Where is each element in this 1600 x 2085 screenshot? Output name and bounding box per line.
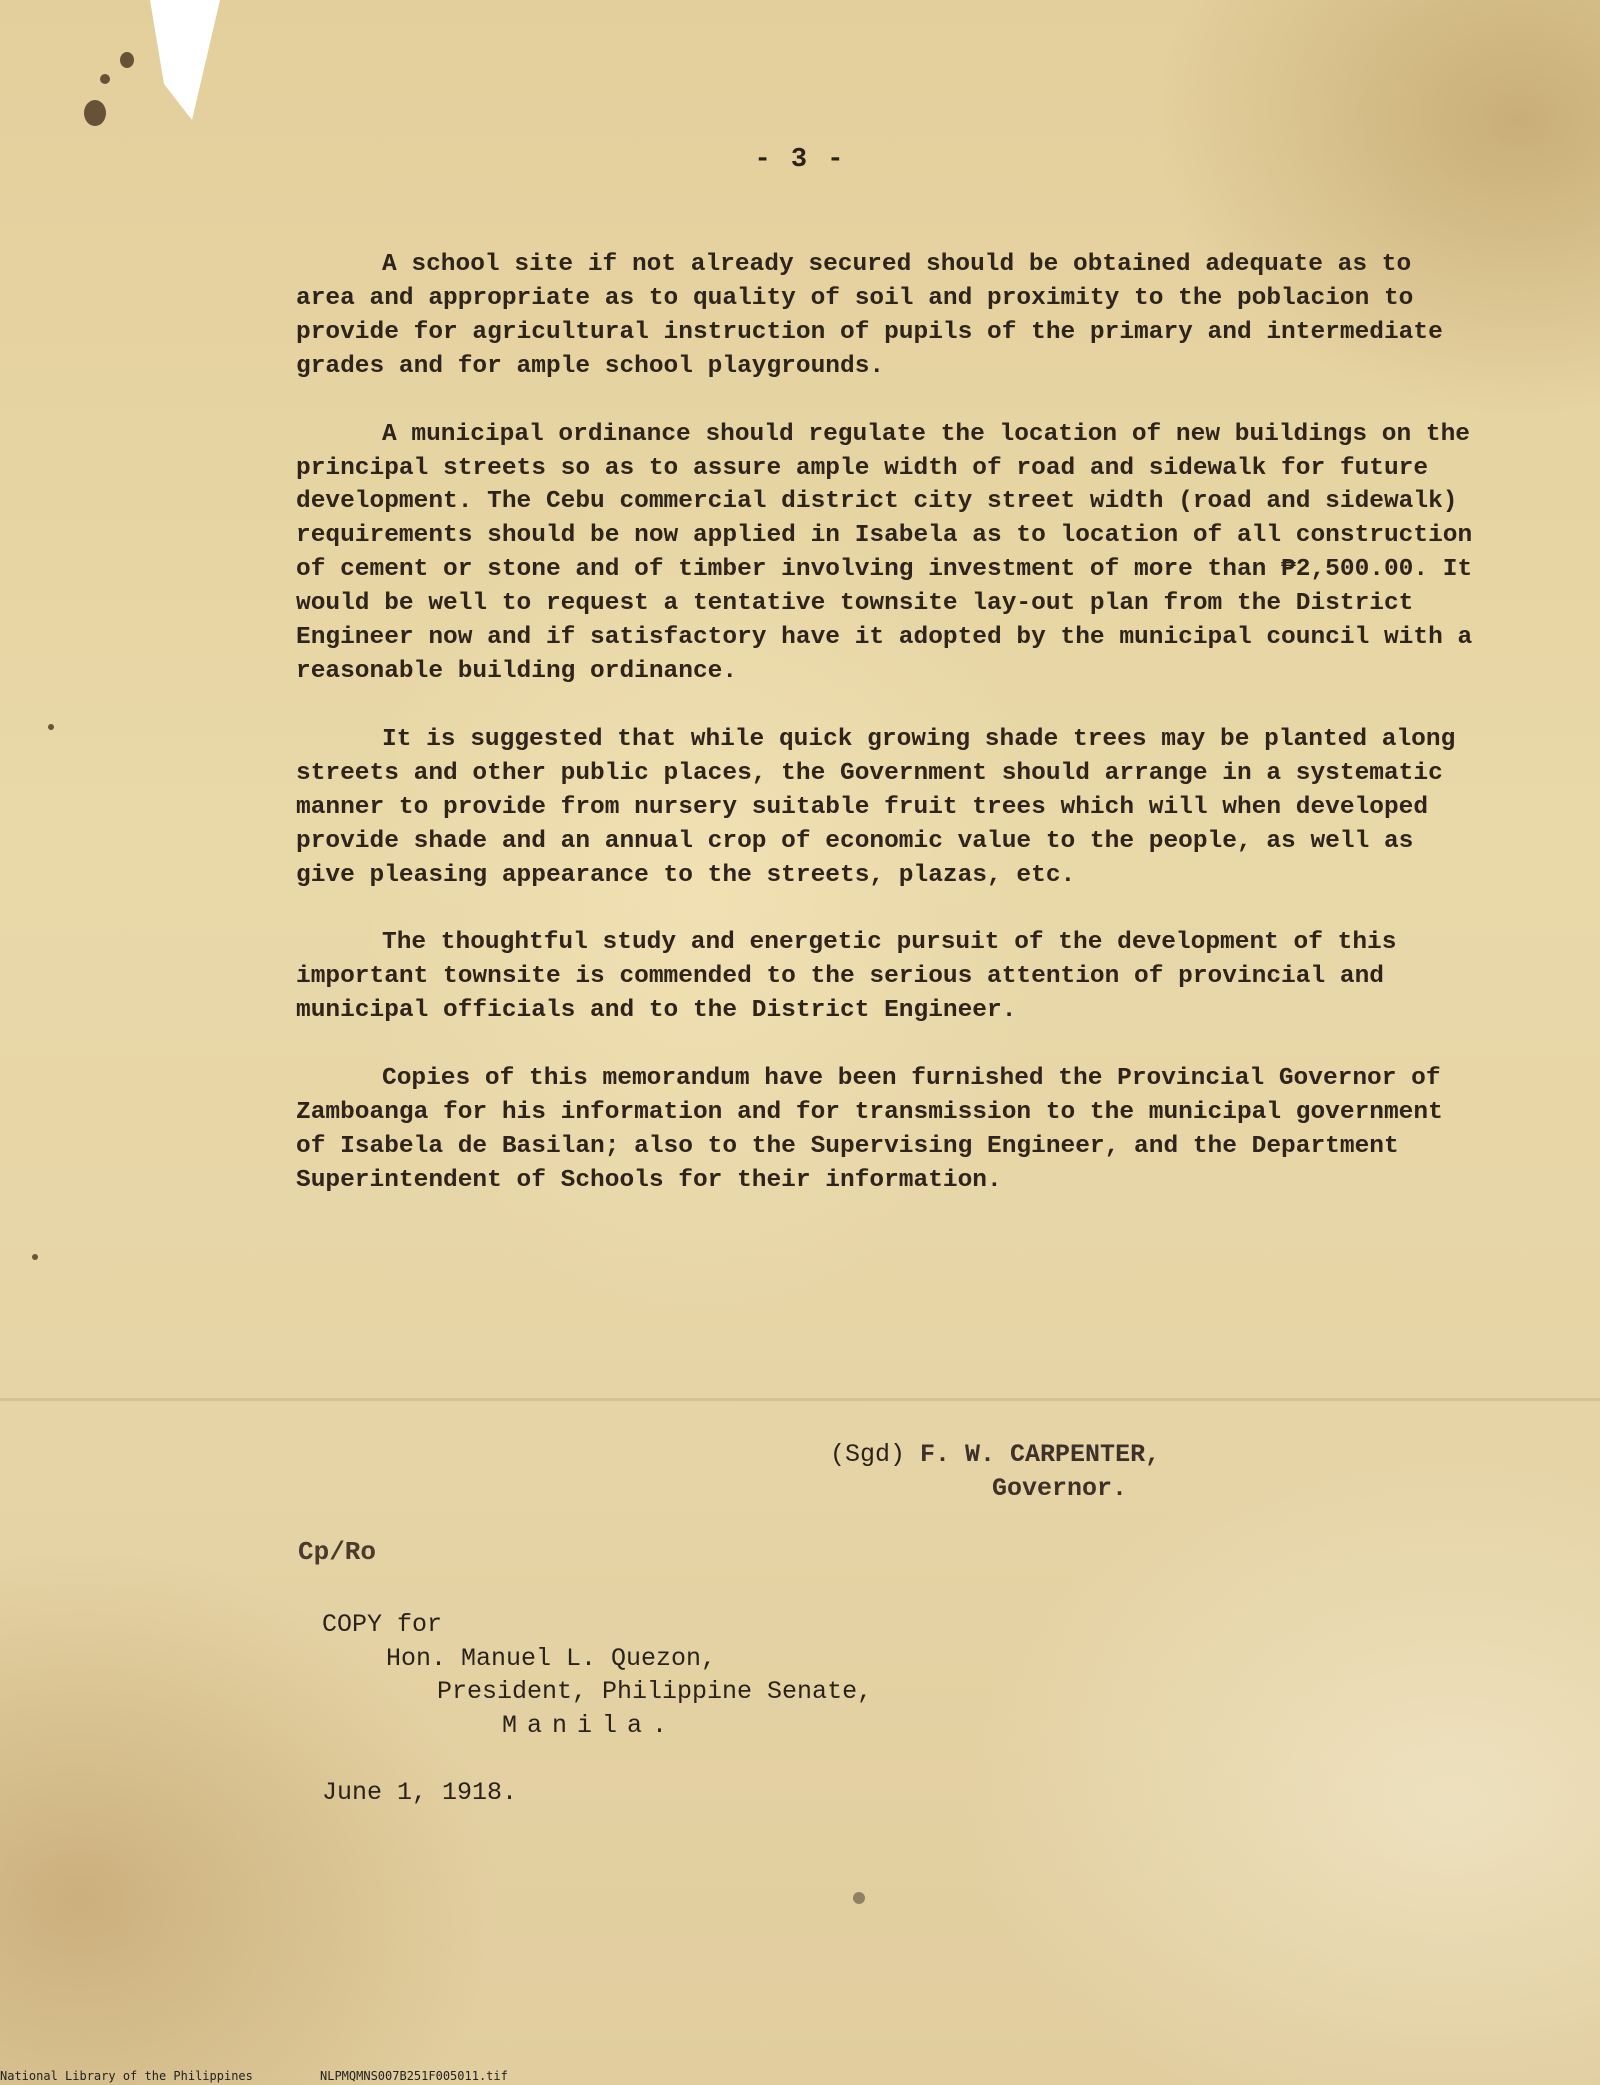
torn-corner xyxy=(150,0,220,120)
page-number: - 3 - xyxy=(754,145,846,175)
memorandum-body xyxy=(296,248,1476,1232)
reference-initials: Cp/Ro xyxy=(298,1537,377,1567)
ink-stain xyxy=(84,100,106,126)
paragraph-shade-trees: It is suggested that while quick growing shade trees may be planted along streets and other public places, the Government should arrange in a systematic manner to provide from nursery suitable fruit trees which will when developed provide shade and an annual crop of economic value to the people, as well as give pleasing appearance to the streets, plazas, etc. xyxy=(296,725,1456,889)
signature-prefix: (Sgd) xyxy=(830,1440,906,1469)
copy-label: COPY for xyxy=(322,1610,443,1639)
copy-recipient-block xyxy=(322,1608,872,1742)
ink-stain xyxy=(120,52,134,68)
paragraph-copies-furnished: Copies of this memorandum have been furnished the Provincial Governor of Zamboanga for his information and for transmission to the municipal government of Isabela de Basilan; also to the Supervising Engineer, and the Department Superintendent of Schools for their information. xyxy=(296,1065,1443,1194)
paragraph-townsite-development: The thoughtful study and energetic pursuit of the development of this important townsite is commended to the serious attention of provincial and municipal officials and to the District Engineer. xyxy=(296,929,1397,1025)
paper-fold xyxy=(0,1398,1600,1401)
signature-block xyxy=(830,1438,1330,1506)
footer-library-credit: National Library of the Philippines xyxy=(0,2069,253,2083)
paragraph-municipal-ordinance: A municipal ordinance should regulate the location of new buildings on the principal streets so as to assure ample width of road and sidewalk for future development. The Cebu commercial district city street width (road and sidewalk) requirements should be now applied in Isabela as to location of all construction of cement or stone and of timber involving investment of more than ₱2,500.00. It would be well to request a tentative townsite lay-out plan from the District Engineer now and if satisfactory have it adopted by the municipal council with a reasonable building ordinance. xyxy=(296,420,1473,685)
signatory-title: Governor. xyxy=(992,1474,1128,1503)
document-date: June 1, 1918. xyxy=(322,1778,518,1807)
footer-file-name: NLPMQMNS007B251F005011.tif xyxy=(320,2069,508,2083)
ink-stain xyxy=(100,74,110,84)
copy-recipient: Hon. Manuel L. Quezon, xyxy=(386,1643,717,1673)
ink-stain xyxy=(48,724,54,730)
copy-position: President, Philippine Senate, xyxy=(437,1677,873,1706)
paragraph-school-site: A school site if not already secured should be obtained adequate as to area and appropriate as to quality of soil and proximity to the poblacion to provide for agricultural instruction of pupils of the primary and intermediate grades and for ample school playgrounds. xyxy=(296,251,1443,380)
ink-stain xyxy=(32,1254,38,1260)
signatory-name: F. W. CARPENTER, xyxy=(920,1440,1161,1469)
copy-city: Manila. xyxy=(502,1710,678,1740)
ink-stain xyxy=(853,1892,865,1904)
